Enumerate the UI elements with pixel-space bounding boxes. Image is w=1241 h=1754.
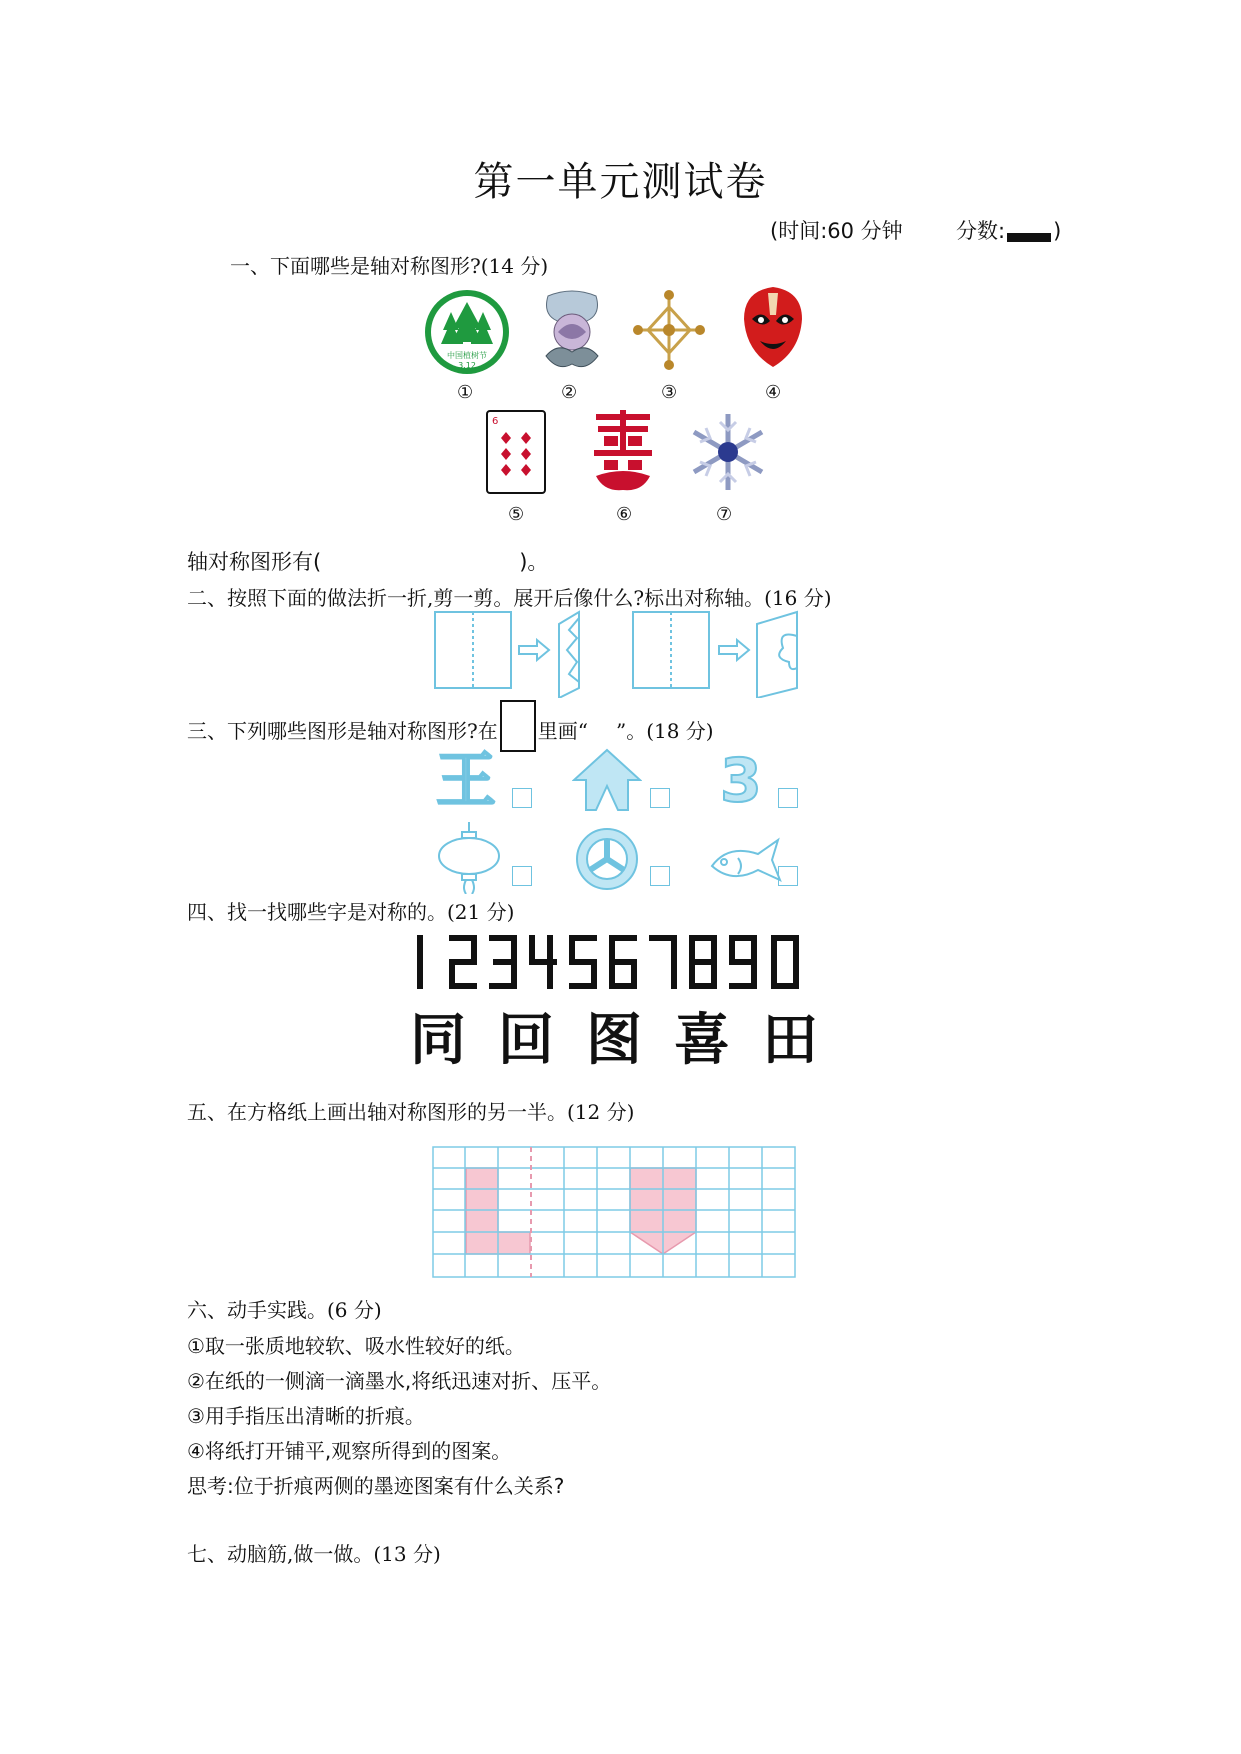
q1-label-7: ⑦ xyxy=(716,504,733,525)
playing-card-image xyxy=(486,410,546,494)
q1-answer-prefix: 轴对称图形有( xyxy=(187,550,322,574)
q6-step-3: ③用手指压出清晰的折痕。 xyxy=(187,1404,425,1428)
q1-label-2: ② xyxy=(561,382,578,403)
q3-example-box xyxy=(500,700,536,752)
q1-label-4: ④ xyxy=(765,382,782,403)
q4-heading: 四、找一找哪些字是对称的。(21 分) xyxy=(187,900,515,924)
house-arrow-figure xyxy=(572,746,642,814)
time-limit: (时间:60 分钟 xyxy=(770,219,903,243)
q3-checkbox-4[interactable] xyxy=(512,866,532,886)
score-blank xyxy=(1007,233,1051,242)
q6-step-1: ①取一张质地较软、吸水性较好的纸。 xyxy=(187,1334,525,1358)
fish-figure xyxy=(708,836,782,888)
snowflake-image xyxy=(690,410,766,494)
opera-mask-image xyxy=(740,285,806,369)
q1-label-6: ⑥ xyxy=(616,504,633,525)
meta-close: ) xyxy=(1053,219,1062,243)
q7-heading: 七、动脑筋,做一做。(13 分) xyxy=(187,1542,441,1566)
q6-think: 思考:位于折痕两侧的墨迹图案有什么关系? xyxy=(187,1474,565,1498)
symmetry-grid[interactable] xyxy=(432,1146,796,1278)
q2-heading: 二、按照下面的做法折一折,剪一剪。展开后像什么?标出对称轴。(16 分) xyxy=(187,586,832,610)
char-tong: 同 xyxy=(410,1008,466,1073)
char-tu: 图 xyxy=(586,1008,642,1073)
badge-date: 3.12 xyxy=(458,361,476,370)
lantern-figure xyxy=(436,822,502,894)
q3-heading-c: ”。(18 分) xyxy=(615,719,714,743)
q6-step-2: ②在纸的一侧滴一滴墨水,将纸迅速对折、压平。 xyxy=(187,1369,612,1393)
char-hui: 回 xyxy=(498,1008,554,1073)
q3-checkbox-5[interactable] xyxy=(650,866,670,886)
exam-meta xyxy=(770,215,1061,245)
char-tian: 田 xyxy=(762,1008,818,1073)
q1-answer-suffix: )。 xyxy=(519,550,549,574)
q1-label-5: ⑤ xyxy=(508,504,525,525)
q5-heading: 五、在方格纸上画出轴对称图形的另一半。(12 分) xyxy=(187,1100,635,1124)
double-happiness-image xyxy=(590,410,656,494)
page-title: 第一单元测试卷 xyxy=(473,159,768,205)
q3-checkbox-6[interactable] xyxy=(778,866,798,886)
gold-ornament-image xyxy=(632,287,706,373)
char-xi: 喜 xyxy=(674,1008,730,1073)
q3-heading xyxy=(187,700,714,752)
q1-answer-line xyxy=(187,546,548,576)
fold-cut-diagram xyxy=(433,608,803,698)
q1-label-1: ① xyxy=(457,382,474,403)
wang-character-figure: 王 xyxy=(436,746,496,816)
q3-heading-a: 三、下列哪些图形是轴对称图形?在 xyxy=(187,719,498,743)
q1-label-3: ③ xyxy=(661,382,678,403)
q6-heading: 六、动手实践。(6 分) xyxy=(187,1298,382,1322)
q3-checkbox-2[interactable] xyxy=(650,788,670,808)
card-rank: 6 xyxy=(492,416,499,427)
q3-checkbox-1[interactable] xyxy=(512,788,532,808)
q6-step-4: ④将纸打开铺平,观察所得到的图案。 xyxy=(187,1439,512,1463)
q1-heading: 一、下面哪些是轴对称图形?(14 分) xyxy=(230,254,549,278)
tree-badge-image xyxy=(423,288,511,376)
q3-heading-b: 里画“ xyxy=(537,719,588,743)
score-label: 分数: xyxy=(956,219,1006,243)
number-three-figure: 3 xyxy=(720,746,762,816)
digit-row xyxy=(412,934,818,990)
q3-checkbox-3[interactable] xyxy=(778,788,798,808)
steering-wheel-figure xyxy=(574,826,640,892)
ornament-vase-image xyxy=(538,286,606,374)
badge-text: 中国植树节 xyxy=(447,351,487,360)
